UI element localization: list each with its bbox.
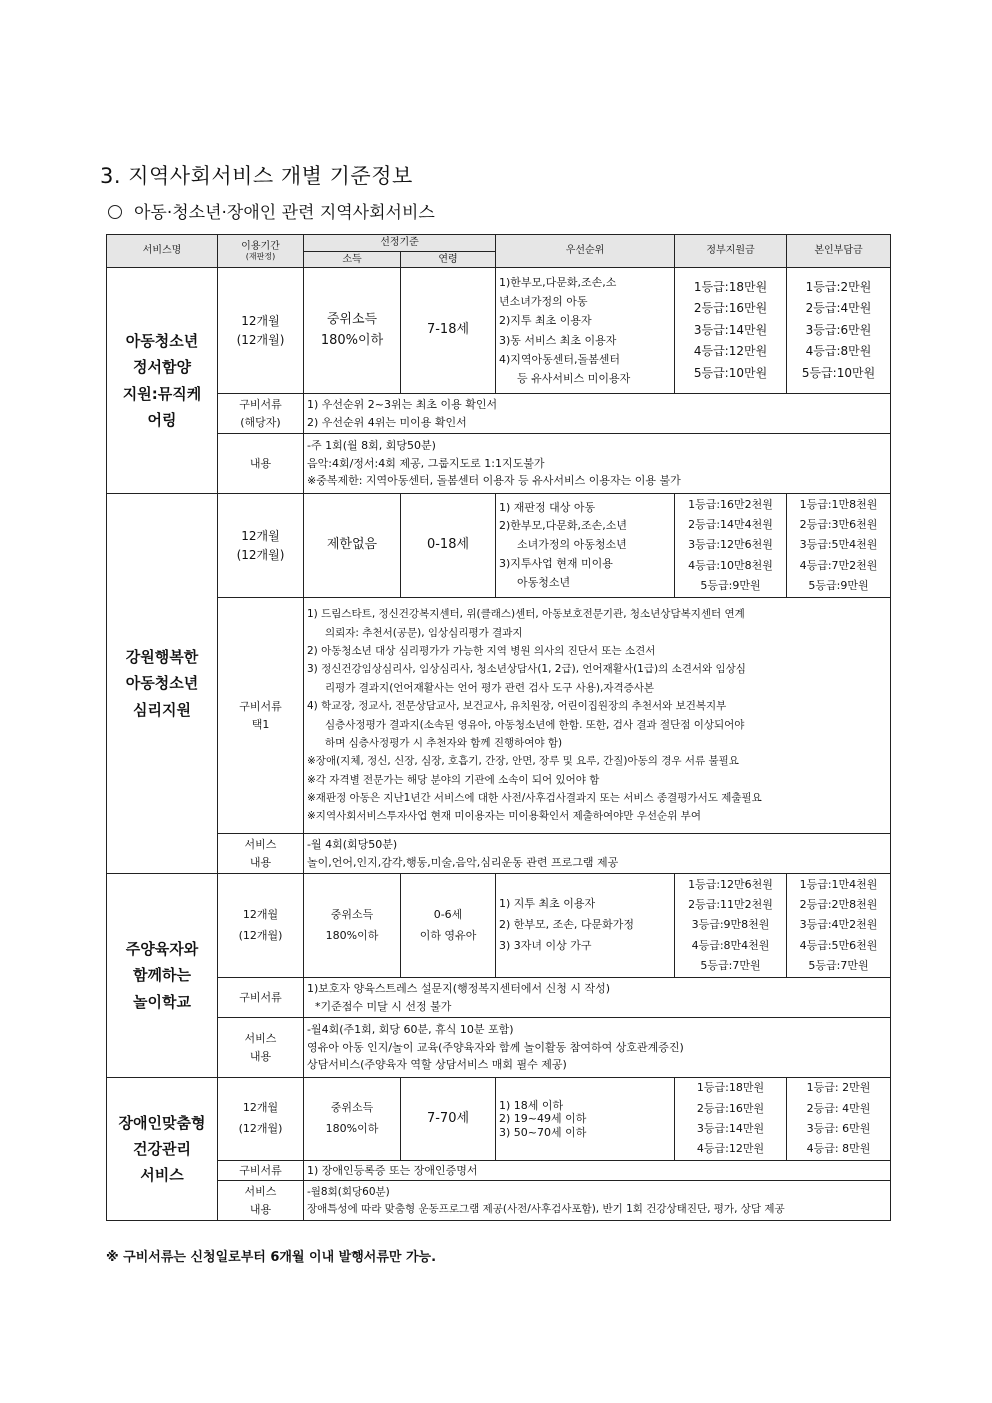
header-priority: 우선순위 — [496, 235, 675, 268]
header-self-pay: 본인부담금 — [787, 235, 891, 268]
service-1-income — [304, 268, 401, 394]
self-line: 1등급:1만4천원 — [799, 877, 878, 891]
age-line: 0-6세 — [433, 907, 463, 921]
docs-line: ※지역사회서비스투자사업 현재 미이용자는 미이용확인서 제출하여야만 우선순위 부여 — [307, 810, 701, 823]
service-2-priority — [496, 494, 675, 598]
gov-line: 4등급:8만4천원 — [691, 938, 770, 952]
service-2-income: 제한없음 — [304, 494, 401, 598]
priority-line: 2) 한부모, 조손, 다문화가정 — [499, 918, 635, 932]
gov-line: 3등급:9만8천원 — [691, 918, 770, 932]
service-name-line: 아동청소년 — [125, 332, 199, 350]
service-1-age: 7-18세 — [401, 268, 496, 394]
service-2-main-row — [107, 494, 891, 598]
service-4-age: 7-70세 — [401, 1078, 496, 1161]
gov-line: 5등급:7만원 — [700, 959, 761, 973]
gov-line: 2등급:11만2천원 — [688, 897, 773, 911]
service-3-self — [787, 874, 891, 978]
period-line: 12개월 — [242, 1101, 279, 1115]
docs-line: 2) 아동청소년 대상 심리평가가 가능한 지역 병원 의사의 진단서 또는 소견서 — [307, 645, 656, 657]
docs-line: ※각 자격별 전문가는 해당 분야의 기관에 소속이 되어 있어야 함 — [307, 773, 600, 786]
docs-label-line: 구비서류 — [239, 397, 282, 411]
header-gov-support: 정부지원금 — [675, 235, 787, 268]
gov-line: 1등급:16만2천원 — [688, 497, 773, 511]
self-line: 3등급:6만원 — [805, 322, 872, 337]
docs-line: 하며 심층사정평가 시 추천자와 함께 진행하여야 함) — [325, 736, 563, 749]
service-2-period — [218, 494, 304, 598]
priority-line: 4)지역아동센터,돌봄센터 — [499, 352, 621, 366]
docs-line: 1) 우선순위 2~3위는 최초 이용 확인서 — [307, 397, 498, 411]
service-name-line: 심리지원 — [133, 700, 191, 719]
period-line: (12개월) — [238, 928, 283, 942]
gov-line: 4등급:10만8천원 — [688, 558, 773, 572]
service-name-line: 함께하는 — [133, 966, 191, 985]
service-1-content-label: 내용 — [218, 434, 304, 494]
self-line: 3등급:4만2천원 — [799, 918, 878, 932]
header-selection: 선정기준 — [304, 235, 496, 252]
service-name-line: 지원:뮤직케 — [122, 384, 202, 403]
docs-label-line: 구비서류 — [239, 699, 282, 713]
service-3-name — [107, 874, 218, 1078]
self-line: 4등급:8만원 — [805, 344, 872, 359]
service-3-docs — [304, 978, 891, 1018]
service-2-docs-row — [107, 598, 891, 834]
service-1-content-row — [107, 434, 891, 494]
self-line: 1등급:2만원 — [805, 279, 872, 294]
service-1-docs — [304, 394, 891, 434]
service-name-line: 어링 — [147, 410, 177, 429]
content-line: 음악:4회/정서:4회 제공, 그룹지도로 1:1지도불가 — [307, 456, 545, 470]
header-period-sub: (재판정) — [245, 252, 276, 262]
period-line: 12개월 — [242, 907, 279, 921]
period-line: (12개월) — [238, 1122, 283, 1135]
priority-line: 1) 지투 최초 이용자 — [499, 897, 596, 911]
income-line: 중위소득 — [330, 907, 374, 921]
service-3-content-label — [218, 1018, 304, 1078]
self-line: 2등급:3만6천원 — [799, 517, 878, 531]
header-period-label: 이용기간 — [241, 240, 280, 252]
service-name-line: 강원행복한 — [125, 648, 199, 667]
income-line: 180%이하 — [320, 332, 384, 348]
priority-line: 3)지투사업 현재 미이용 — [499, 556, 613, 570]
header-period — [218, 235, 304, 268]
priority-line: 소녀가정의 아동청소년 — [517, 538, 627, 552]
self-line: 2등급: 4만원 — [806, 1101, 871, 1115]
service-name-line: 놀이학교 — [133, 992, 191, 1011]
priority-line: 1) 재판정 대상 아동 — [499, 500, 596, 514]
service-name-line: 장애인맞춤형 — [118, 1113, 206, 1132]
self-line: 2등급:2만8천원 — [799, 897, 878, 911]
circle-bullet-icon — [108, 205, 122, 219]
service-3-content — [304, 1018, 891, 1078]
docs-line: 2) 우선순위 4위는 미이용 확인서 — [307, 415, 467, 429]
service-4-self — [787, 1078, 891, 1161]
service-4-period — [218, 1078, 304, 1161]
income-line: 180%이하 — [325, 928, 379, 942]
priority-line: 2) 19~49세 이하 — [499, 1112, 587, 1126]
priority-line: 2)한부모,다문화,조손,소년 — [499, 519, 628, 533]
priority-line: 년소녀가정의 아동 — [499, 295, 588, 308]
self-line: 5등급:10만원 — [801, 365, 876, 380]
content-label-line: 서비스 — [244, 1184, 277, 1198]
period-line: 12개월 — [241, 528, 280, 543]
content-label-line: 내용 — [249, 1202, 272, 1216]
priority-line: 1)한부모,다문화,조손,소 — [499, 275, 617, 289]
docs-line: ※장애(지체, 정신, 신장, 심장, 호흡기, 간장, 안면, 장루 및 요루, 간질)아동의 경우 서류 불필요 — [307, 755, 739, 768]
docs-label-line: (해당자) — [240, 415, 281, 429]
gov-line: 4등급:12만원 — [693, 344, 768, 359]
service-name-line: 건강관리 — [133, 1139, 191, 1158]
content-line: ※중복제한: 지역아동센터, 돌봄센터 이용자 등 유사서비스 이용자는 이용 불가 — [307, 474, 681, 488]
content-label-line: 서비스 — [244, 837, 277, 851]
service-1-main-row — [107, 268, 891, 394]
service-1-self — [787, 268, 891, 394]
service-3-income — [304, 874, 401, 978]
service-2-content — [304, 834, 891, 874]
subsection-title: 아동·청소년·장애인 관련 지역사회서비스 — [134, 203, 435, 223]
priority-line: 등 유사서비스 미이용자 — [517, 372, 631, 385]
header-income: 소득 — [304, 252, 401, 268]
service-name-line: 정서함양 — [133, 358, 191, 377]
content-label-line: 서비스 — [244, 1031, 277, 1045]
service-2-content-row — [107, 834, 891, 874]
service-2-self — [787, 494, 891, 598]
service-1-gov — [675, 268, 787, 394]
service-1-docs-label — [218, 394, 304, 434]
service-4-content-label — [218, 1181, 304, 1221]
age-line: 이하 영유아 — [419, 928, 477, 942]
docs-label-line: 택1 — [251, 717, 270, 731]
content-line: 상담서비스(주양육자 역할 상담서비스 매회 필수 제공) — [307, 1058, 567, 1072]
gov-line: 3등급:14만원 — [693, 322, 768, 337]
table-header-row — [107, 235, 891, 252]
self-line: 4등급:5만6천원 — [799, 938, 878, 952]
content-line: -월8회(회당60분) — [307, 1185, 390, 1198]
service-2-docs — [304, 598, 891, 834]
gov-line: 1등급:12만6천원 — [688, 877, 773, 891]
priority-line: 3) 50~70세 이하 — [499, 1125, 587, 1139]
gov-line: 1등급:18만원 — [693, 279, 768, 294]
priority-line: 3) 3자녀 이상 가구 — [499, 938, 592, 952]
service-1-period — [218, 268, 304, 394]
content-line: 영유아 아동 인지/놀이 교육(주양육자와 함께 놀이활동 참여하여 상호관계증진) — [307, 1040, 684, 1054]
gov-line: 5등급:9만원 — [700, 579, 761, 593]
gov-line: 3등급:14만원 — [696, 1122, 765, 1135]
gov-line: 2등급:16만원 — [696, 1101, 765, 1115]
self-line: 4등급:7만2천원 — [799, 558, 878, 572]
self-line: 5등급:7만원 — [808, 959, 869, 973]
subsection-heading — [108, 198, 435, 223]
service-4-name — [107, 1078, 218, 1221]
content-line: -월4회(주1회, 회당 60분, 휴식 10분 포함) — [307, 1023, 514, 1037]
service-2-content-label — [218, 834, 304, 874]
self-line: 3등급:5만4천원 — [799, 538, 878, 552]
self-line: 2등급:4만원 — [805, 301, 872, 316]
service-4-gov — [675, 1078, 787, 1161]
header-service-name: 서비스명 — [107, 235, 218, 268]
self-line: 5등급:9만원 — [808, 579, 869, 593]
gov-line: 1등급:18만원 — [696, 1081, 765, 1095]
service-2-gov — [675, 494, 787, 598]
gov-line: 2등급:14만4천원 — [688, 517, 773, 531]
service-info-table — [106, 234, 891, 1221]
service-4-docs-row — [107, 1161, 891, 1181]
docs-line: ※재판정 아동은 지난1년간 서비스에 대한 사전/사후검사결과지 또는 서비스 종결평가서도 제출필요 — [307, 792, 762, 804]
content-label-line: 내용 — [249, 1049, 272, 1063]
priority-line: 아동청소년 — [517, 575, 571, 589]
service-1-priority — [496, 268, 675, 394]
content-line: -주 1회(월 8회, 회당50분) — [307, 439, 436, 453]
self-line: 3등급: 6만원 — [806, 1122, 871, 1135]
service-4-content-row — [107, 1181, 891, 1221]
service-3-priority — [496, 874, 675, 978]
content-line: 놀이,언어,인지,감각,행동,미술,음악,심리운동 관련 프로그램 제공 — [307, 855, 619, 869]
service-name-line: 서비스 — [140, 1166, 184, 1185]
docs-line: *기준점수 미달 시 선정 불가 — [315, 999, 452, 1013]
service-4-docs: 1) 장애인등록증 또는 장애인증명서 — [304, 1161, 891, 1181]
income-line: 중위소득 — [326, 312, 378, 328]
content-label-line: 내용 — [249, 855, 272, 869]
service-1-name — [107, 268, 218, 494]
service-3-docs-label: 구비서류 — [218, 978, 304, 1018]
service-4-content — [304, 1181, 891, 1221]
service-4-income — [304, 1078, 401, 1161]
service-3-gov — [675, 874, 787, 978]
service-2-age: 0-18세 — [401, 494, 496, 598]
service-4-main-row — [107, 1078, 891, 1161]
gov-line: 4등급:12만원 — [696, 1142, 765, 1156]
service-3-main-row — [107, 874, 891, 978]
priority-line: 3)동 서비스 최초 이용자 — [499, 333, 617, 347]
gov-line: 3등급:12만6천원 — [688, 538, 773, 552]
self-line: 4등급: 8만원 — [806, 1142, 871, 1156]
priority-line: 2)지투 최초 이용자 — [499, 314, 592, 328]
self-line: 1등급:1만8천원 — [799, 497, 878, 511]
service-3-docs-row — [107, 978, 891, 1018]
service-4-docs-label: 구비서류 — [218, 1161, 304, 1181]
period-line: 12개월 — [241, 313, 280, 328]
service-4-priority — [496, 1078, 675, 1161]
footnote: ※ 구비서류는 신청일로부터 6개월 이내 발행서류만 가능. — [106, 1250, 437, 1265]
service-name-line: 주양육자와 — [125, 940, 199, 959]
service-1-docs-row — [107, 394, 891, 434]
docs-line: 1) 드림스타트, 정신건강복지센터, 위(클래스)센터, 아동보호전문기관, 청소년상담복지센터 연계 — [307, 608, 745, 621]
self-line: 1등급: 2만원 — [806, 1081, 871, 1095]
header-age: 연령 — [401, 252, 496, 268]
content-line: -월 4회(회당50분) — [307, 837, 398, 851]
income-line: 중위소득 — [330, 1101, 374, 1115]
service-3-period — [218, 874, 304, 978]
docs-line: 심층사정평가 결과지(소속된 영유아, 아동청소년에 한함. 또한, 검사 결과 절단점 이상되어야 — [325, 718, 745, 731]
service-2-docs-label — [218, 598, 304, 834]
docs-line: 의뢰자: 추천서(공문), 임상심리평가 결과지 — [325, 626, 523, 639]
docs-line: 1)보호자 양육스트레스 설문지(행정복지센터에서 신청 시 작성) — [307, 981, 611, 995]
period-line: (12개월) — [236, 547, 285, 562]
content-line: 장애특성에 따라 맞춤형 운동프로그램 제공(사전/사후검사포함), 반기 1회 건강상태진단, 평가, 상담 제공 — [307, 1202, 785, 1215]
period-line: (12개월) — [236, 332, 285, 347]
docs-line: 3) 정신건강임상심리사, 임상심리사, 청소년상담사(1, 2급), 언어재활사(1급)의 소견서와 임상심 — [307, 663, 746, 676]
priority-line: 1) 18세 이하 — [499, 1099, 564, 1113]
income-line: 180%이하 — [325, 1122, 379, 1135]
section-heading: 3. 지역사회서비스 개별 기준정보 — [100, 164, 413, 188]
service-3-content-row — [107, 1018, 891, 1078]
service-1-content — [304, 434, 891, 494]
service-name-line: 아동청소년 — [125, 674, 199, 693]
gov-line: 5등급:10만원 — [693, 365, 768, 380]
service-2-name — [107, 494, 218, 874]
docs-line: 리평가 결과지(언어재활사는 언어 평가 관련 검사 도구 사용),자격증사본 — [325, 681, 655, 694]
docs-line: 4) 학교장, 정교사, 전문상담교사, 보건교사, 유치원장, 어린이집원장의 추천서와 보건복지부 — [307, 700, 727, 713]
service-3-age — [401, 874, 496, 978]
gov-line: 2등급:16만원 — [693, 301, 768, 316]
